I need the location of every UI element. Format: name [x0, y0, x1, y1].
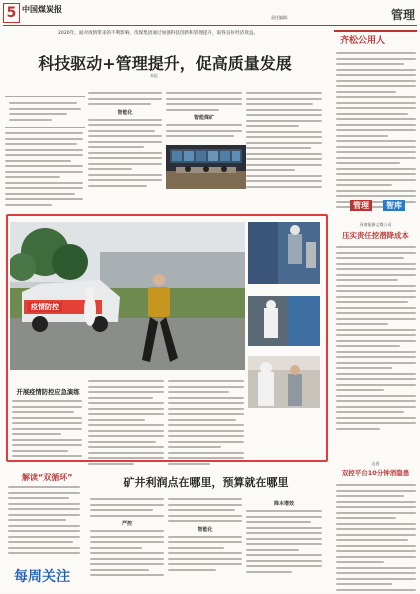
lead-teaser: 2020年，面对疫情带来的不利影响，伐煤集团通过加强科技创新和管理提升，取得良好经济效益。 [58, 31, 259, 36]
paper-name: 中国煤炭报 [22, 5, 62, 14]
bottom-side-text [8, 486, 80, 558]
lead-text-col-3 [166, 92, 242, 141]
bottom-text-col-3 [246, 498, 322, 576]
right-badge-management: 管理 [350, 200, 372, 211]
lead-headline: 科技驱动+管理提升，促高质量发展 [38, 54, 292, 73]
section-title: 管理 [390, 8, 415, 22]
bottom-text-col-2 [168, 498, 242, 574]
right-text-col-1 [336, 52, 416, 212]
lead-text-col-2 [88, 92, 162, 190]
right-headline-2: 双控平台10分钟消隐患 [341, 469, 410, 477]
feature-text-col-1 [12, 400, 82, 461]
feature-photo-drill [10, 222, 245, 370]
right-kicker-2: 山西 [371, 461, 380, 466]
bottom-subhead-3: 降本增效 [273, 501, 294, 507]
lead-text-col-4 [246, 92, 322, 191]
right-text-col-2 [336, 246, 416, 433]
bottom-headline: 矿井利润点在哪里，预算就在哪里 [123, 476, 289, 489]
right-kicker-1: 河南能源义煤公司 [359, 222, 392, 227]
feature-title: 开展疫情防控应急演练 [16, 389, 80, 396]
header-meta: 责任编辑： [271, 15, 291, 20]
feature-text-col-2 [88, 380, 164, 468]
bottom-subhead-2: 智能化 [197, 526, 213, 533]
weekly-focus-logo: 每周关注 [14, 569, 70, 585]
page-header [3, 3, 417, 26]
bottom-side-title: 解读“双循环” [22, 473, 73, 482]
bottom-subhead-1: 严控 [121, 521, 132, 527]
feature-side-photo-2 [248, 296, 320, 346]
right-headline-1: 压实责任挖潜降成本 [342, 231, 409, 240]
bottom-text-col-1 [90, 498, 164, 580]
feature-side-photo-3 [248, 356, 320, 408]
lead-byline: 本报 [150, 73, 158, 78]
feature-text-col-3 [168, 380, 244, 468]
right-column-title: 齐松公用人 [340, 36, 386, 46]
lead-subhead-2: 智能煤矿 [193, 115, 214, 121]
lead-text-col-1 [5, 132, 83, 209]
feature-photo-badge: 疫情防控 [28, 302, 62, 312]
lead-photo-control-room [166, 145, 246, 189]
lead-summary-box [5, 96, 85, 128]
page-number: 5 [3, 3, 20, 23]
right-badge-think-tank: 智库 [383, 200, 405, 211]
right-text-col-3 [336, 484, 416, 594]
feature-side-photo-1 [248, 222, 320, 284]
lead-subhead-1: 智能化 [117, 109, 133, 116]
